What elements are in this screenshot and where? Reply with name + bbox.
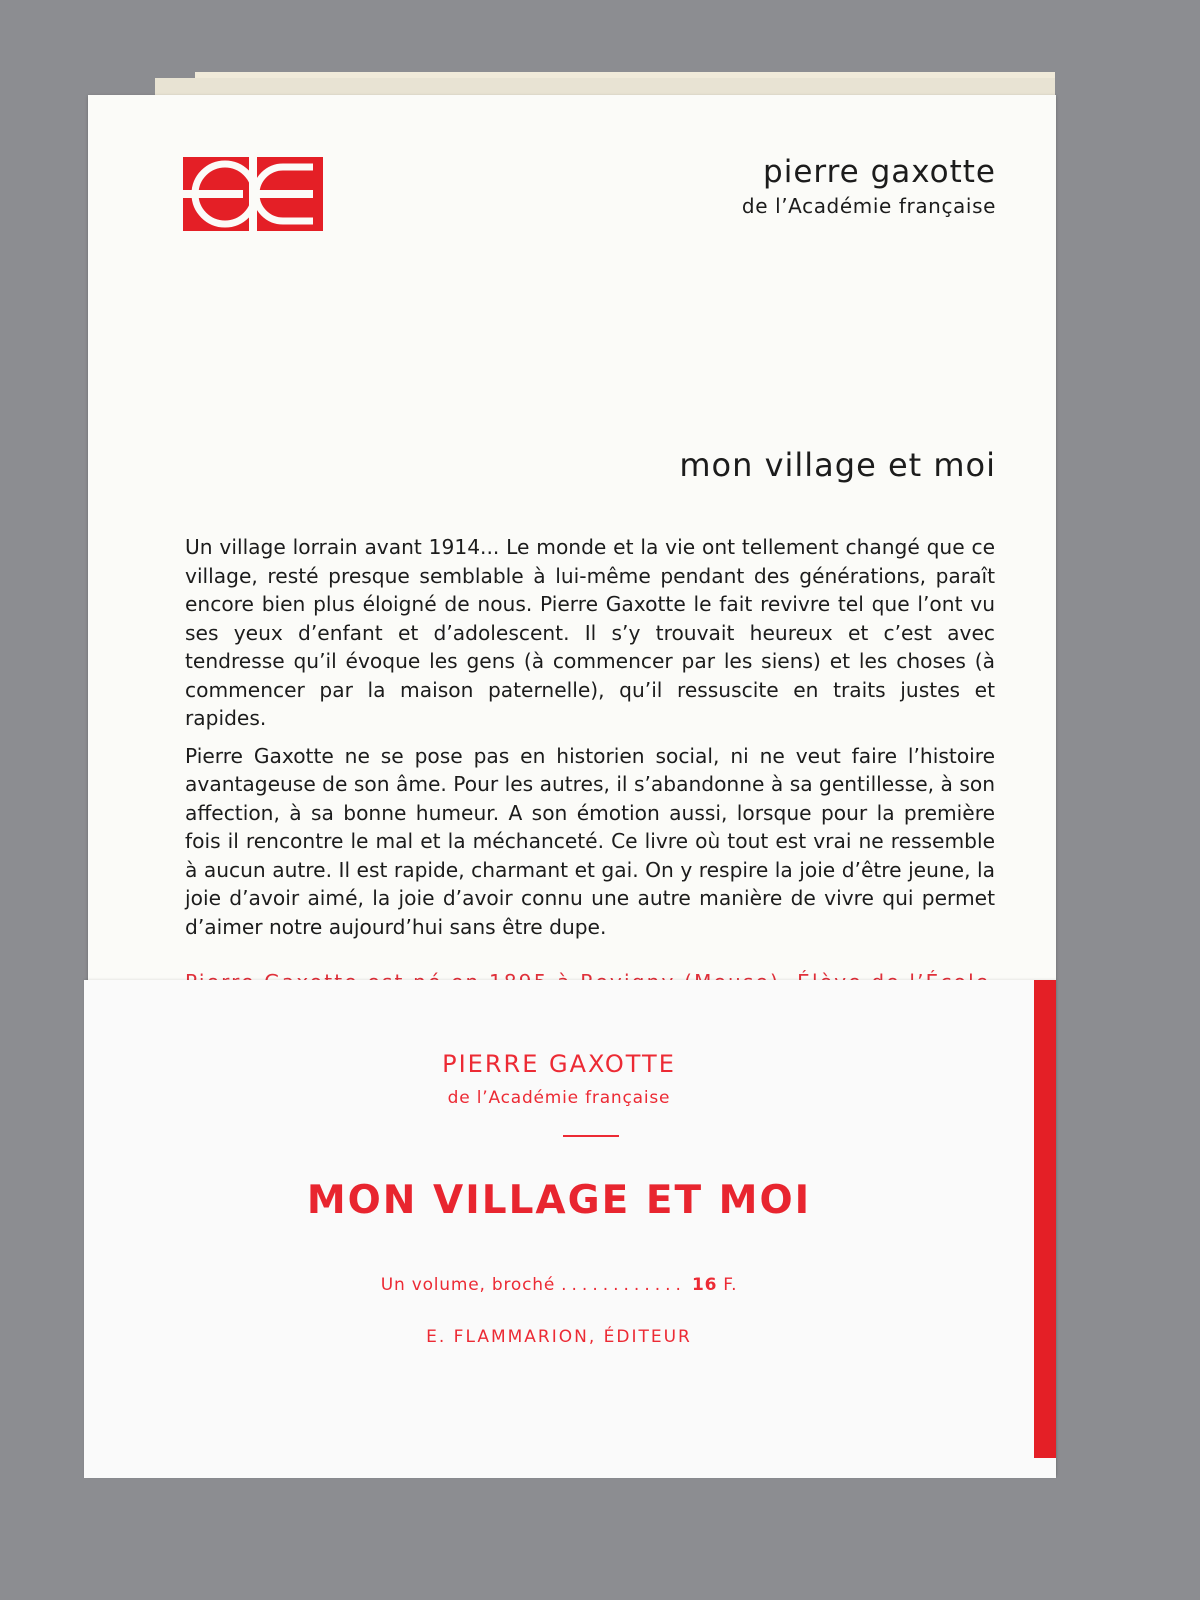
blurb-paragraph: Un village lorrain avant 1914... Le monde et la vie ont tellement changé que ce village, resté presque semblable à lui-même pendant des générations, paraît encore bien plus éloigné de nous. Pierre Gaxotte le fait revivre tel que l’ont vu ses yeux d’enfant et d’adolescent. Il s’y trouvait heureux et c’est avec tendresse qu’il évoque les gens (à commencer par les siens) et les choses (à commencer par la maison paternelle), qu’il ressuscite en traits justes et rapides. <box>185 535 995 730</box>
price-amount: 16 <box>691 1275 718 1295</box>
publisher-logo <box>183 157 323 231</box>
promo-band <box>84 980 1056 1478</box>
price-dots: ............ <box>561 1275 686 1295</box>
blurb-text <box>185 533 995 950</box>
band-price-line <box>84 1275 1034 1295</box>
band-academy: de l’Académie française <box>447 1088 671 1108</box>
band-title: MON VILLAGE ET MOI <box>306 1178 812 1223</box>
author-name: pierre gaxotte <box>763 154 996 190</box>
band-author: PIERRE GAXOTTE <box>442 1050 676 1078</box>
blurb-paragraph: Pierre Gaxotte ne se pose pas en historien social, ni ne veut faire l’histoire avantageuse de son âme. Pour les autres, il s’abandonne à sa gentillesse, à son affection, à sa bonne humeur. A son émotion aussi, lorsque pour la première fois il rencontre le mal et la méchanceté. Ce livre où tout est vrai ne ressemble à aucun autre. Il est rapide, charmant et gai. On y respire la joie d’être jeune, la joie d’avoir aimé, la joie d’avoir connu une autre manière de vivre qui permet d’aimer notre aujourd’hui sans être dupe. <box>185 743 995 939</box>
price-label: Un volume, broché <box>380 1275 556 1295</box>
band-publisher: E. FLAMMARION, ÉDITEUR <box>426 1327 692 1347</box>
book-title: mon village et moi <box>679 446 996 484</box>
price-unit: F. <box>723 1275 738 1295</box>
band-divider <box>563 1135 619 1137</box>
band-red-edge <box>1034 980 1056 1458</box>
author-academy: de l’Académie française <box>741 194 996 218</box>
cover-author-block <box>742 153 996 221</box>
